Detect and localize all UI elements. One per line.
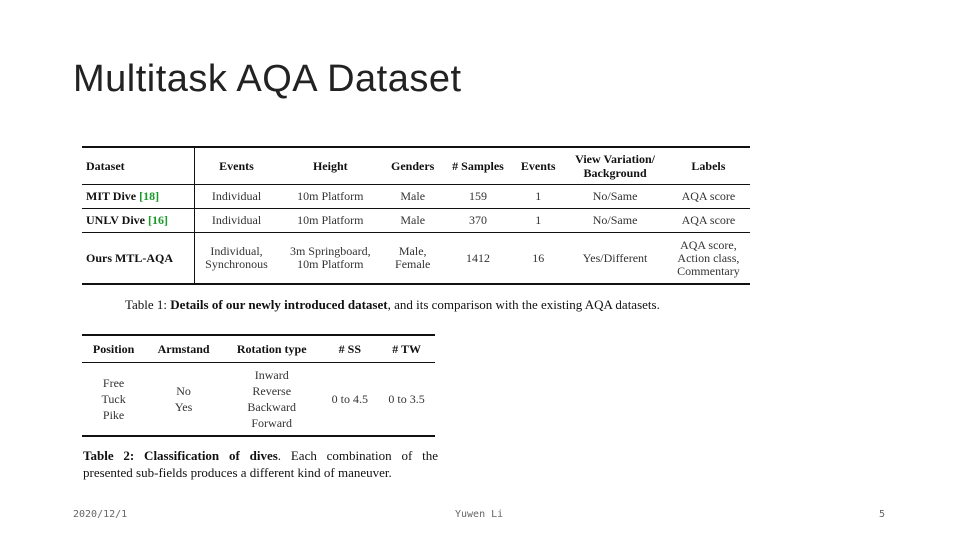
cell-samples: 370 (443, 209, 513, 233)
cell-line: Reverse (252, 384, 292, 398)
col-header-rotation: Rotation type (222, 335, 321, 363)
table-header-row (82, 335, 435, 363)
cell-view: No/Same (563, 209, 666, 233)
table2-caption (83, 447, 438, 481)
cell-line: AQA score, (680, 237, 737, 252)
cell-labels (667, 233, 750, 285)
cell-tw: 0 to 3.5 (388, 392, 425, 406)
cell-height: 10m Platform (278, 209, 382, 233)
dataset-name (82, 185, 194, 209)
cell-events: Individual (194, 209, 278, 233)
col-header-armstand: Armstand (145, 335, 222, 363)
cell-ss: 0 to 4.5 (331, 392, 368, 406)
col-header-genders: Genders (382, 147, 442, 185)
cell-line: Tuck (101, 392, 126, 406)
table-header-row (82, 147, 750, 185)
cell-num-events: 16 (532, 250, 545, 265)
citation-link[interactable]: [16] (148, 213, 169, 227)
cell-events (194, 233, 278, 285)
cell-events: Individual (194, 185, 278, 209)
cell-line: Forward (251, 416, 293, 430)
cell-rotation (222, 363, 321, 437)
cell-armstand (145, 363, 222, 437)
caption-bold: Table 2: Classification of dives (83, 448, 278, 463)
cell-line: 3m Springboard, (289, 244, 371, 258)
col-header-view-line1: View Variation/ (575, 152, 656, 166)
cell-genders: Male (382, 185, 442, 209)
dataset-name: Ours MTL-AQA (82, 233, 194, 285)
table-row (82, 363, 435, 437)
table-row (82, 233, 750, 285)
cell-line: Individual, (210, 244, 263, 258)
cell-genders (382, 233, 442, 285)
slide-number: 5 (879, 509, 886, 520)
col-header-position: Position (82, 335, 145, 363)
cell-line: Female (395, 257, 431, 271)
dataset-comparison-table (82, 146, 750, 285)
cell-height: 10m Platform (278, 185, 382, 209)
cell-line: Pike (102, 408, 125, 422)
table1-caption (125, 297, 660, 313)
cell-num-events: 1 (513, 209, 563, 233)
cell-line: Backward (247, 400, 297, 414)
cell-line: Commentary (677, 263, 740, 278)
dataset-name (82, 209, 194, 233)
footer-author: Yuwen Li (455, 509, 504, 520)
cell-line: No (176, 384, 191, 398)
col-header-view-line2: Background (583, 166, 647, 180)
col-header-samples: # Samples (443, 147, 513, 185)
cell-num-events: 1 (513, 185, 563, 209)
cell-samples: 1412 (466, 250, 491, 265)
cell-labels: AQA score (667, 185, 750, 209)
cell-labels: AQA score (667, 209, 750, 233)
dataset-name-text: UNLV Dive (86, 213, 149, 227)
caption-rest: . Each combination of the presented sub-fields produces a different kind of maneuver. (83, 448, 438, 480)
dataset-name-text: MIT Dive (86, 189, 140, 203)
cell-height (278, 233, 382, 285)
col-header-ss: # SS (321, 335, 378, 363)
cell-line: Action class, (677, 250, 740, 265)
table-row (82, 185, 750, 209)
caption-bold: Details of our newly introduced dataset (170, 297, 388, 312)
cell-line: Inward (254, 368, 289, 382)
table-row (82, 209, 750, 233)
cell-genders: Male (382, 209, 442, 233)
cell-view: Yes/Different (582, 250, 648, 265)
footer-date: 2020/12/1 (73, 509, 128, 520)
cell-line: Free (102, 376, 125, 390)
cell-samples: 159 (443, 185, 513, 209)
cell-line: Yes (174, 400, 193, 414)
caption-prefix: Table 1: (125, 297, 171, 312)
col-header-tw: # TW (378, 335, 435, 363)
col-header-events: Events (194, 147, 278, 185)
dive-classification-table (82, 334, 435, 437)
cell-line: 10m Platform (297, 257, 364, 271)
col-header-height: Height (278, 147, 382, 185)
slide-title: Multitask AQA Dataset (73, 58, 462, 100)
caption-rest: , and its comparison with the existing AQA datasets. (387, 297, 660, 312)
col-header-dataset: Dataset (82, 147, 194, 185)
col-header-labels: Labels (667, 147, 750, 185)
cell-line: Synchronous (205, 257, 268, 271)
cell-line: Male, (398, 244, 427, 258)
col-header-view-variation (563, 147, 666, 185)
cell-position (82, 363, 145, 437)
cell-view: No/Same (563, 185, 666, 209)
col-header-num-events: Events (513, 147, 563, 185)
citation-link[interactable]: [18] (139, 189, 160, 203)
